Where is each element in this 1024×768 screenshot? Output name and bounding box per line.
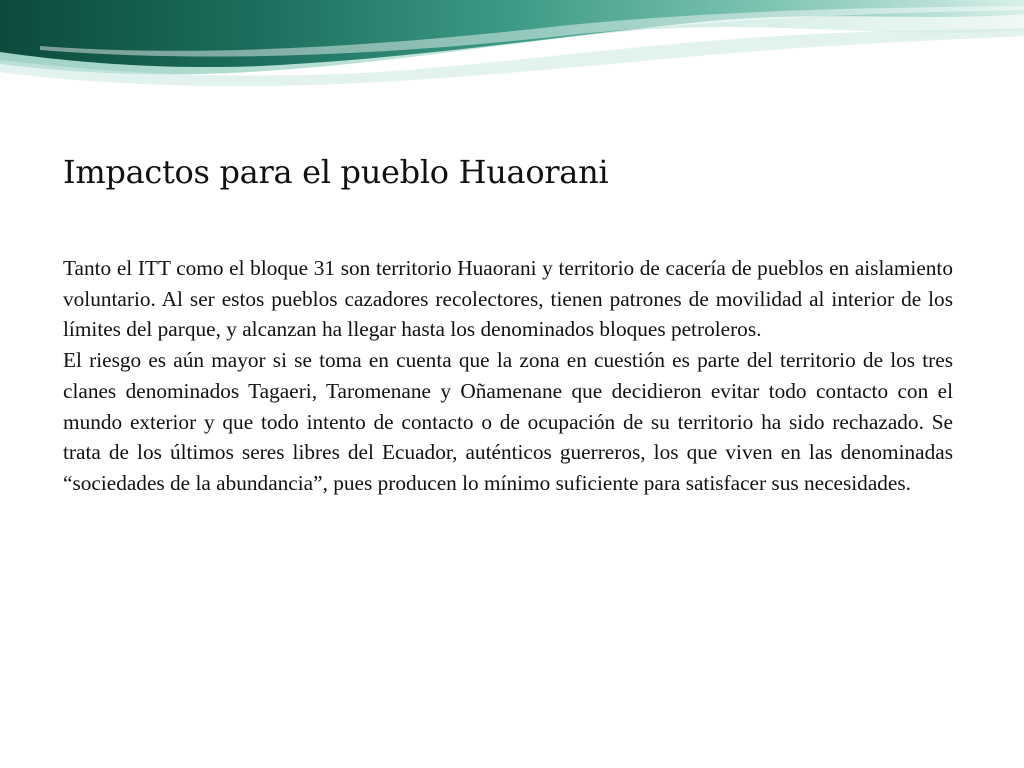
body-paragraph: Tanto el ITT como el bloque 31 son territorio Huaorani y territorio de cacería de pueblos en aislamiento voluntario. Al ser estos pueblos cazadores recolectores, tienen patrones de movilidad al interior de los límites del parque, y alcanzan ha llegar hasta los denominados bloques petroleros. <box>63 256 953 342</box>
slide-title: Impactos para el pueblo Huaorani <box>63 153 609 191</box>
header-wave-decoration <box>0 0 1024 90</box>
body-paragraph: El riesgo es aún mayor si se toma en cuenta que la zona en cuestión es parte del territorio de los tres clanes denominados Tagaeri, Taromenane y Oñamenane que decidieron evitar todo contacto con el mundo exterior y que todo intento de contacto o de ocupación de su territorio ha sido rechazado. Se trata de los últimos seres libres del Ecuador, auténticos guerreros, los que viven en las denominadas “sociedades de la abundancia”, pues producen lo mínimo suficiente para satisfacer sus necesidades. <box>63 348 953 495</box>
slide-body <box>63 253 953 499</box>
